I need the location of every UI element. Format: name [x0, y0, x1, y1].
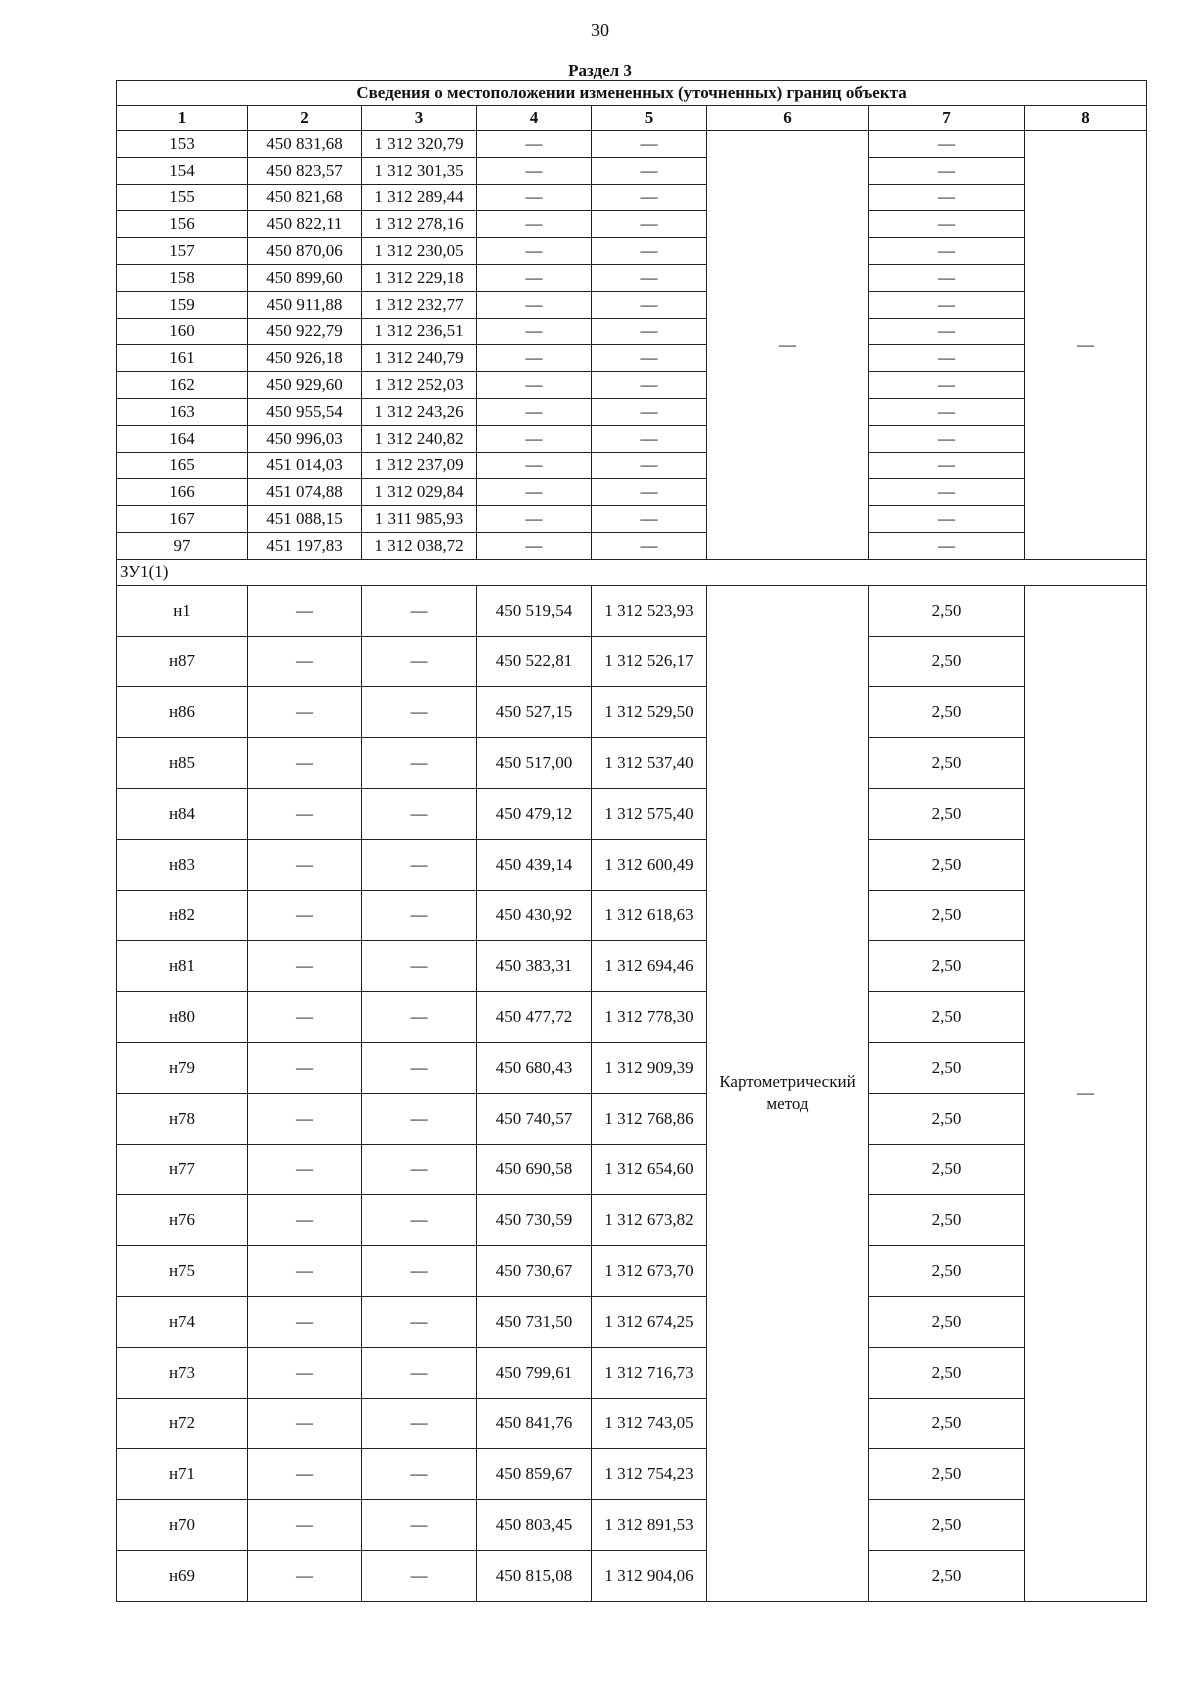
- accuracy-cell: —: [869, 264, 1025, 291]
- y-existing-cell: —: [362, 1195, 477, 1246]
- accuracy-cell: —: [869, 532, 1025, 559]
- table-caption: Сведения о местоположении измененных (уточненных) границ объекта: [117, 81, 1147, 106]
- x-new-cell: 450 841,76: [477, 1398, 592, 1449]
- accuracy-cell: 2,50: [869, 687, 1025, 738]
- accuracy-cell: 2,50: [869, 1449, 1025, 1500]
- x-existing-cell: 450 955,54: [248, 398, 362, 425]
- y-new-cell: —: [592, 372, 707, 399]
- point-id-cell: н84: [117, 788, 248, 839]
- y-new-cell: —: [592, 291, 707, 318]
- x-new-cell: 450 439,14: [477, 839, 592, 890]
- y-existing-cell: 1 312 237,09: [362, 452, 477, 479]
- y-existing-cell: 1 312 240,82: [362, 425, 477, 452]
- table-row: [117, 1246, 1147, 1297]
- x-existing-cell: 451 197,83: [248, 532, 362, 559]
- accuracy-cell: —: [869, 398, 1025, 425]
- point-id-cell: 160: [117, 318, 248, 345]
- y-new-cell: 1 312 673,70: [592, 1246, 707, 1297]
- table-row: [117, 890, 1147, 941]
- y-new-cell: 1 312 575,40: [592, 788, 707, 839]
- x-existing-cell: —: [248, 687, 362, 738]
- y-new-cell: 1 312 674,25: [592, 1296, 707, 1347]
- x-existing-cell: —: [248, 788, 362, 839]
- x-existing-cell: —: [248, 738, 362, 789]
- point-id-cell: н81: [117, 941, 248, 992]
- table-row: [117, 345, 1147, 372]
- y-existing-cell: —: [362, 1550, 477, 1601]
- accuracy-cell: 2,50: [869, 1195, 1025, 1246]
- point-id-cell: 161: [117, 345, 248, 372]
- table-row: [117, 1042, 1147, 1093]
- y-new-cell: 1 312 537,40: [592, 738, 707, 789]
- table-row: [117, 506, 1147, 533]
- x-existing-cell: 450 823,57: [248, 157, 362, 184]
- accuracy-cell: 2,50: [869, 992, 1025, 1043]
- x-existing-cell: 450 821,68: [248, 184, 362, 211]
- accuracy-cell: —: [869, 211, 1025, 238]
- y-existing-cell: —: [362, 1398, 477, 1449]
- point-id-cell: н76: [117, 1195, 248, 1246]
- y-existing-cell: —: [362, 585, 477, 636]
- y-new-cell: —: [592, 318, 707, 345]
- y-new-cell: 1 312 600,49: [592, 839, 707, 890]
- x-existing-cell: —: [248, 941, 362, 992]
- accuracy-cell: —: [869, 425, 1025, 452]
- accuracy-cell: —: [869, 452, 1025, 479]
- accuracy-cell: 2,50: [869, 738, 1025, 789]
- column-header: 7: [869, 106, 1025, 131]
- accuracy-cell: 2,50: [869, 1500, 1025, 1551]
- y-existing-cell: —: [362, 1246, 477, 1297]
- accuracy-cell: —: [869, 184, 1025, 211]
- y-new-cell: 1 312 754,23: [592, 1449, 707, 1500]
- y-new-cell: —: [592, 131, 707, 158]
- y-new-cell: 1 312 778,30: [592, 992, 707, 1043]
- table-row: [117, 318, 1147, 345]
- table-row: [117, 184, 1147, 211]
- table-row: [117, 1398, 1147, 1449]
- point-id-cell: 155: [117, 184, 248, 211]
- y-new-cell: —: [592, 479, 707, 506]
- x-new-cell: —: [477, 452, 592, 479]
- y-new-cell: 1 312 694,46: [592, 941, 707, 992]
- x-existing-cell: —: [248, 1296, 362, 1347]
- column-header: 8: [1025, 106, 1147, 131]
- y-new-cell: —: [592, 184, 707, 211]
- table-row: [117, 398, 1147, 425]
- point-id-cell: 158: [117, 264, 248, 291]
- x-existing-cell: —: [248, 839, 362, 890]
- x-new-cell: 450 527,15: [477, 687, 592, 738]
- table-row: [117, 1296, 1147, 1347]
- y-existing-cell: 1 312 236,51: [362, 318, 477, 345]
- table-row: [117, 238, 1147, 265]
- y-existing-cell: 1 312 320,79: [362, 131, 477, 158]
- x-existing-cell: 450 911,88: [248, 291, 362, 318]
- section-title: Раздел 3: [568, 61, 632, 80]
- x-new-cell: —: [477, 264, 592, 291]
- y-existing-cell: 1 312 230,05: [362, 238, 477, 265]
- point-id-cell: н1: [117, 585, 248, 636]
- x-existing-cell: —: [248, 585, 362, 636]
- x-new-cell: 450 740,57: [477, 1093, 592, 1144]
- table-row: [117, 131, 1147, 158]
- y-new-cell: 1 312 654,60: [592, 1144, 707, 1195]
- x-existing-cell: 450 831,68: [248, 131, 362, 158]
- accuracy-cell: —: [869, 157, 1025, 184]
- x-new-cell: 450 815,08: [477, 1550, 592, 1601]
- x-existing-cell: —: [248, 636, 362, 687]
- table-row: [117, 452, 1147, 479]
- y-new-cell: —: [592, 157, 707, 184]
- y-existing-cell: 1 312 029,84: [362, 479, 477, 506]
- y-existing-cell: 1 312 232,77: [362, 291, 477, 318]
- table-row: [117, 532, 1147, 559]
- y-new-cell: 1 312 529,50: [592, 687, 707, 738]
- x-new-cell: —: [477, 506, 592, 533]
- y-new-cell: 1 312 904,06: [592, 1550, 707, 1601]
- point-id-cell: 162: [117, 372, 248, 399]
- y-new-cell: —: [592, 425, 707, 452]
- x-existing-cell: —: [248, 1398, 362, 1449]
- accuracy-cell: —: [869, 372, 1025, 399]
- table-row: [117, 264, 1147, 291]
- x-existing-cell: 451 074,88: [248, 479, 362, 506]
- accuracy-cell: —: [869, 291, 1025, 318]
- x-new-cell: —: [477, 372, 592, 399]
- y-existing-cell: —: [362, 1500, 477, 1551]
- table-row: [117, 788, 1147, 839]
- y-existing-cell: —: [362, 1144, 477, 1195]
- accuracy-cell: —: [869, 131, 1025, 158]
- point-id-cell: н73: [117, 1347, 248, 1398]
- x-new-cell: 450 430,92: [477, 890, 592, 941]
- x-existing-cell: 450 929,60: [248, 372, 362, 399]
- boundary-coordinates-table: [116, 80, 1147, 1602]
- table-row: [117, 1093, 1147, 1144]
- x-existing-cell: —: [248, 1246, 362, 1297]
- y-existing-cell: —: [362, 992, 477, 1043]
- x-new-cell: 450 517,00: [477, 738, 592, 789]
- y-new-cell: 1 312 673,82: [592, 1195, 707, 1246]
- page-number: 30: [591, 20, 609, 40]
- y-existing-cell: —: [362, 1093, 477, 1144]
- x-existing-cell: 450 870,06: [248, 238, 362, 265]
- y-new-cell: 1 312 716,73: [592, 1347, 707, 1398]
- accuracy-cell: 2,50: [869, 1296, 1025, 1347]
- point-id-cell: 97: [117, 532, 248, 559]
- x-new-cell: —: [477, 479, 592, 506]
- x-new-cell: —: [477, 398, 592, 425]
- accuracy-cell: 2,50: [869, 1398, 1025, 1449]
- point-id-cell: 153: [117, 131, 248, 158]
- y-existing-cell: —: [362, 738, 477, 789]
- x-existing-cell: —: [248, 1500, 362, 1551]
- x-new-cell: —: [477, 238, 592, 265]
- point-id-cell: н80: [117, 992, 248, 1043]
- table-row: [117, 941, 1147, 992]
- y-new-cell: —: [592, 452, 707, 479]
- y-new-cell: —: [592, 532, 707, 559]
- point-id-cell: 165: [117, 452, 248, 479]
- point-id-cell: н85: [117, 738, 248, 789]
- table-row: [117, 479, 1147, 506]
- x-new-cell: 450 519,54: [477, 585, 592, 636]
- y-existing-cell: —: [362, 839, 477, 890]
- y-existing-cell: 1 312 038,72: [362, 532, 477, 559]
- x-new-cell: 450 479,12: [477, 788, 592, 839]
- point-id-cell: 167: [117, 506, 248, 533]
- y-new-cell: 1 312 618,63: [592, 890, 707, 941]
- column-header: 4: [477, 106, 592, 131]
- point-id-cell: н74: [117, 1296, 248, 1347]
- y-new-cell: 1 312 909,39: [592, 1042, 707, 1093]
- point-id-cell: н79: [117, 1042, 248, 1093]
- note-cell: —: [1025, 131, 1147, 560]
- table-row: [117, 1550, 1147, 1601]
- point-id-cell: н70: [117, 1500, 248, 1551]
- y-new-cell: 1 312 743,05: [592, 1398, 707, 1449]
- point-id-cell: н82: [117, 890, 248, 941]
- table-row: [117, 738, 1147, 789]
- x-existing-cell: —: [248, 1093, 362, 1144]
- y-existing-cell: 1 312 301,35: [362, 157, 477, 184]
- accuracy-cell: —: [869, 345, 1025, 372]
- column-header: 1: [117, 106, 248, 131]
- table-row: [117, 1500, 1147, 1551]
- x-existing-cell: 450 899,60: [248, 264, 362, 291]
- point-id-cell: н77: [117, 1144, 248, 1195]
- accuracy-cell: 2,50: [869, 1144, 1025, 1195]
- x-existing-cell: 450 822,11: [248, 211, 362, 238]
- group-label-row: [117, 559, 1147, 585]
- table-row: [117, 839, 1147, 890]
- x-existing-cell: 451 088,15: [248, 506, 362, 533]
- x-existing-cell: 450 922,79: [248, 318, 362, 345]
- accuracy-cell: 2,50: [869, 839, 1025, 890]
- x-existing-cell: —: [248, 1195, 362, 1246]
- x-existing-cell: —: [248, 1449, 362, 1500]
- accuracy-cell: —: [869, 238, 1025, 265]
- accuracy-cell: 2,50: [869, 890, 1025, 941]
- x-new-cell: 450 730,59: [477, 1195, 592, 1246]
- x-existing-cell: 451 014,03: [248, 452, 362, 479]
- table-row: [117, 157, 1147, 184]
- y-existing-cell: 1 312 240,79: [362, 345, 477, 372]
- y-existing-cell: —: [362, 890, 477, 941]
- x-existing-cell: —: [248, 1042, 362, 1093]
- x-new-cell: —: [477, 532, 592, 559]
- accuracy-cell: 2,50: [869, 941, 1025, 992]
- x-new-cell: —: [477, 184, 592, 211]
- accuracy-cell: 2,50: [869, 788, 1025, 839]
- y-existing-cell: 1 312 243,26: [362, 398, 477, 425]
- x-new-cell: 450 731,50: [477, 1296, 592, 1347]
- point-id-cell: 154: [117, 157, 248, 184]
- point-id-cell: 163: [117, 398, 248, 425]
- table-row: [117, 636, 1147, 687]
- x-new-cell: 450 859,67: [477, 1449, 592, 1500]
- y-existing-cell: —: [362, 1449, 477, 1500]
- x-existing-cell: 450 926,18: [248, 345, 362, 372]
- point-id-cell: 166: [117, 479, 248, 506]
- x-new-cell: —: [477, 157, 592, 184]
- point-id-cell: 159: [117, 291, 248, 318]
- y-new-cell: 1 312 526,17: [592, 636, 707, 687]
- table-row: [117, 1449, 1147, 1500]
- y-existing-cell: —: [362, 1042, 477, 1093]
- y-existing-cell: 1 312 278,16: [362, 211, 477, 238]
- x-new-cell: —: [477, 345, 592, 372]
- table-row: [117, 1144, 1147, 1195]
- column-header: 2: [248, 106, 362, 131]
- accuracy-cell: 2,50: [869, 1347, 1025, 1398]
- method-cell: —: [707, 131, 869, 560]
- x-existing-cell: —: [248, 1144, 362, 1195]
- point-id-cell: 156: [117, 211, 248, 238]
- x-new-cell: —: [477, 131, 592, 158]
- point-id-cell: н86: [117, 687, 248, 738]
- y-existing-cell: —: [362, 687, 477, 738]
- y-existing-cell: —: [362, 1296, 477, 1347]
- y-existing-cell: 1 312 252,03: [362, 372, 477, 399]
- x-new-cell: —: [477, 318, 592, 345]
- accuracy-cell: —: [869, 479, 1025, 506]
- x-new-cell: —: [477, 211, 592, 238]
- accuracy-cell: 2,50: [869, 1042, 1025, 1093]
- point-id-cell: н75: [117, 1246, 248, 1297]
- accuracy-cell: —: [869, 506, 1025, 533]
- accuracy-cell: 2,50: [869, 1550, 1025, 1601]
- y-new-cell: —: [592, 398, 707, 425]
- accuracy-cell: —: [869, 318, 1025, 345]
- y-new-cell: 1 312 523,93: [592, 585, 707, 636]
- y-existing-cell: 1 312 229,18: [362, 264, 477, 291]
- column-header: 3: [362, 106, 477, 131]
- accuracy-cell: 2,50: [869, 636, 1025, 687]
- column-header: 5: [592, 106, 707, 131]
- table-row: [117, 1195, 1147, 1246]
- point-id-cell: 164: [117, 425, 248, 452]
- x-new-cell: 450 690,58: [477, 1144, 592, 1195]
- y-new-cell: —: [592, 345, 707, 372]
- x-existing-cell: —: [248, 1550, 362, 1601]
- y-existing-cell: —: [362, 636, 477, 687]
- point-id-cell: н87: [117, 636, 248, 687]
- point-id-cell: н83: [117, 839, 248, 890]
- x-new-cell: 450 803,45: [477, 1500, 592, 1551]
- y-existing-cell: 1 312 289,44: [362, 184, 477, 211]
- y-existing-cell: —: [362, 941, 477, 992]
- point-id-cell: 157: [117, 238, 248, 265]
- x-new-cell: 450 522,81: [477, 636, 592, 687]
- point-id-cell: н69: [117, 1550, 248, 1601]
- x-new-cell: 450 477,72: [477, 992, 592, 1043]
- x-existing-cell: —: [248, 890, 362, 941]
- y-new-cell: —: [592, 211, 707, 238]
- accuracy-cell: 2,50: [869, 1246, 1025, 1297]
- y-existing-cell: 1 311 985,93: [362, 506, 477, 533]
- note-cell: —: [1025, 585, 1147, 1601]
- y-new-cell: —: [592, 238, 707, 265]
- group-label: ЗУ1(1): [117, 559, 1147, 585]
- y-existing-cell: —: [362, 788, 477, 839]
- column-number-row: [117, 106, 1147, 131]
- method-cell: Картометрический метод: [707, 585, 869, 1601]
- table-row: [117, 425, 1147, 452]
- x-new-cell: 450 799,61: [477, 1347, 592, 1398]
- x-new-cell: 450 680,43: [477, 1042, 592, 1093]
- table-row: [117, 1347, 1147, 1398]
- x-new-cell: 450 383,31: [477, 941, 592, 992]
- y-existing-cell: —: [362, 1347, 477, 1398]
- table-row: [117, 585, 1147, 636]
- accuracy-cell: 2,50: [869, 1093, 1025, 1144]
- table-row: [117, 687, 1147, 738]
- table-row: [117, 291, 1147, 318]
- column-header: 6: [707, 106, 869, 131]
- table-row: [117, 372, 1147, 399]
- x-new-cell: —: [477, 291, 592, 318]
- y-new-cell: 1 312 768,86: [592, 1093, 707, 1144]
- x-new-cell: 450 730,67: [477, 1246, 592, 1297]
- x-existing-cell: —: [248, 1347, 362, 1398]
- x-existing-cell: —: [248, 992, 362, 1043]
- point-id-cell: н78: [117, 1093, 248, 1144]
- table-row: [117, 992, 1147, 1043]
- y-new-cell: —: [592, 264, 707, 291]
- y-new-cell: —: [592, 506, 707, 533]
- x-new-cell: —: [477, 425, 592, 452]
- x-existing-cell: 450 996,03: [248, 425, 362, 452]
- y-new-cell: 1 312 891,53: [592, 1500, 707, 1551]
- point-id-cell: н71: [117, 1449, 248, 1500]
- point-id-cell: н72: [117, 1398, 248, 1449]
- table-row: [117, 211, 1147, 238]
- accuracy-cell: 2,50: [869, 585, 1025, 636]
